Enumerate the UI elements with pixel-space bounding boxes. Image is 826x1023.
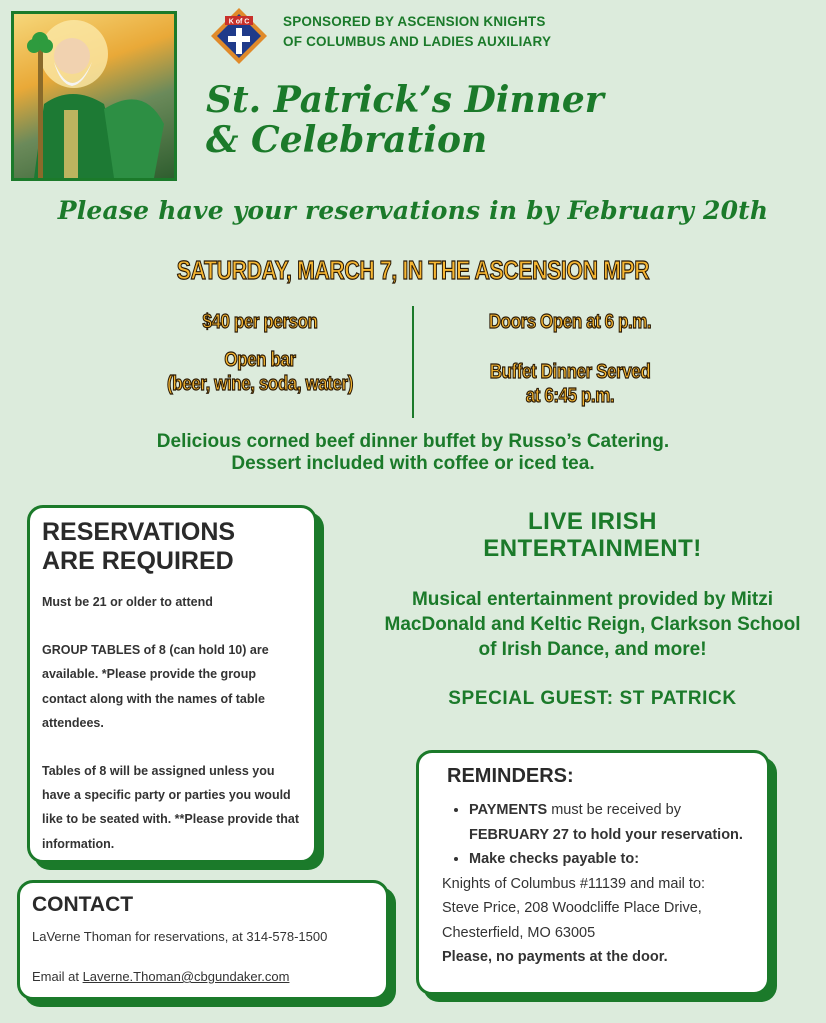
table-assignment-info: Tables of 8 will be assigned unless you have a specific party or parties you would like to be seated with. **Please provide that information. bbox=[42, 764, 300, 851]
event-title-line-1: St. Patrick’s Dinner bbox=[206, 79, 604, 121]
reminders-title: REMINDERS: bbox=[447, 765, 574, 787]
reminders-list bbox=[443, 798, 753, 872]
reservations-title-line-2: ARE REQUIRED bbox=[42, 547, 234, 575]
price-and-bar bbox=[141, 310, 379, 396]
payment-deadline: FEBRUARY 27 to hold your reservation. bbox=[469, 826, 743, 843]
sponsor-text bbox=[283, 12, 583, 52]
address-line-3: Chesterfield, MO 63005 bbox=[442, 924, 596, 941]
doors-and-buffet bbox=[451, 310, 689, 408]
knights-of-columbus-logo bbox=[209, 6, 269, 66]
menu-line-2: Dessert included with coffee or iced tea. bbox=[231, 453, 595, 474]
payments-label: PAYMENTS bbox=[469, 802, 548, 818]
menu-description bbox=[0, 431, 826, 475]
group-tables-info: GROUP TABLES of 8 (can hold 10) are available. *Please provide the group contact along with the names of table attendees. bbox=[42, 643, 269, 730]
reservations-text bbox=[42, 590, 302, 856]
event-date-location: SATURDAY, MARCH 7, IN THE ASCENSION MPR bbox=[176, 255, 650, 285]
email-label: Email at bbox=[32, 969, 83, 984]
contact-email-line bbox=[32, 967, 374, 987]
entertainment-title bbox=[420, 508, 765, 562]
no-door-payments-note: Please, no payments at the door. bbox=[442, 949, 668, 965]
buffet-line-2: at 6:45 p.m. bbox=[525, 385, 615, 407]
reservations-card bbox=[27, 505, 317, 863]
address-line-1: Knights of Columbus #11139 and mail to: bbox=[442, 875, 706, 892]
open-bar-line-1: Open bar bbox=[224, 349, 296, 371]
reminder-payments bbox=[469, 798, 753, 847]
email-link[interactable]: Laverne.Thoman@cbgundaker.com bbox=[82, 969, 290, 984]
contact-phone-line: LaVerne Thoman for reservations, at 314-578-1500 bbox=[32, 929, 328, 944]
entertainment-title-line-1: LIVE IRISH bbox=[527, 508, 658, 535]
sponsor-line-1: SPONSORED BY ASCENSION KNIGHTS bbox=[283, 14, 546, 29]
reservation-deadline: Please have your reservations in by February 20th bbox=[57, 196, 769, 225]
contact-card bbox=[17, 880, 389, 1000]
special-guest: SPECIAL GUEST: ST PATRICK bbox=[448, 688, 737, 709]
entertainment-title-line-2: ENTERTAINMENT! bbox=[483, 535, 702, 562]
details-divider bbox=[412, 306, 414, 418]
mailing-address bbox=[442, 872, 753, 970]
reservations-title-line-1: RESERVATIONS bbox=[42, 518, 236, 546]
contact-title: CONTACT bbox=[32, 893, 134, 916]
reminder-checks bbox=[469, 847, 753, 872]
event-title bbox=[206, 80, 766, 160]
reservations-title bbox=[42, 518, 302, 576]
sponsor-line-2: OF COLUMBUS AND LADIES AUXILIARY bbox=[283, 34, 552, 49]
buffet-line-1: Buffet Dinner Served bbox=[489, 361, 651, 383]
payments-text: must be received by bbox=[547, 802, 681, 818]
reminders-card bbox=[416, 750, 770, 995]
st-patrick-illustration bbox=[11, 11, 177, 181]
contact-text bbox=[32, 927, 374, 987]
entertainment-description: Musical entertainment provided by Mitzi MacDonald and Keltic Reign, Clarkson School of Irish Dance, and more! bbox=[384, 589, 801, 660]
menu-line-1: Delicious corned beef dinner buffet by Russo’s Catering. bbox=[156, 431, 670, 452]
doors-open-text: Doors Open at 6 p.m. bbox=[488, 311, 652, 333]
price-text: $40 per person bbox=[202, 311, 318, 333]
open-bar-line-2: (beer, wine, soda, water) bbox=[167, 373, 353, 395]
event-title-line-2: & Celebration bbox=[206, 119, 488, 161]
age-requirement: Must be 21 or older to attend bbox=[42, 595, 213, 609]
svg-text:K of C: K of C bbox=[228, 18, 250, 26]
address-line-2: Steve Price, 208 Woodcliffe Place Drive, bbox=[442, 900, 702, 916]
checks-payable-label: Make checks payable to: bbox=[469, 851, 640, 867]
